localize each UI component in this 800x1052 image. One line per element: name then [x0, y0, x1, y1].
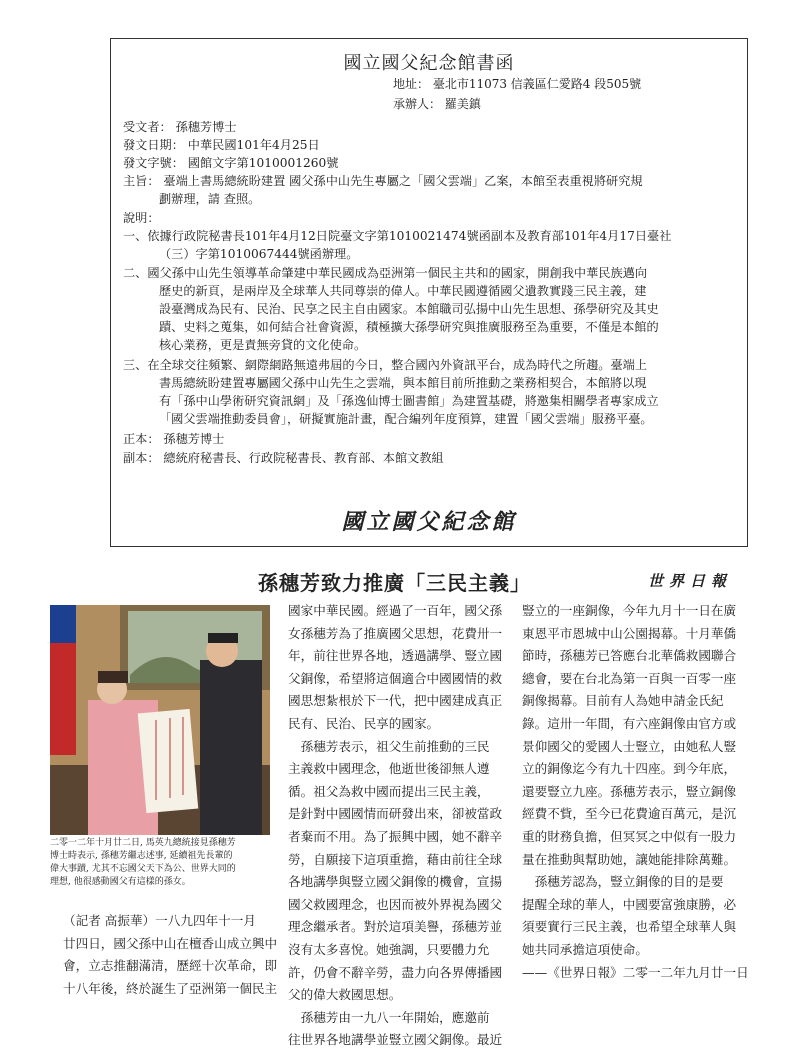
body-line: 錄。這卅一年間，有六座銅像由官方或: [522, 715, 737, 731]
letter-subject-line: 主旨： 臺端上書馬總統盼建置 國父孫中山先生專屬之「國父雲端」乙案，本館至表重視將研究規: [123, 174, 643, 188]
body-line: 重的財務負擔，但冥冥之中似有一股力: [522, 828, 737, 844]
caption-line: 博士時表示, 孫穗芳繼志述事, 延續祖先長輩的: [50, 851, 233, 861]
body-line: 總會，要在台北為第一百與一百零一座: [522, 670, 737, 686]
body-line: 年，前往世界各地，透過講學、豎立國: [288, 648, 503, 664]
body-line: 經費不貲，至今已花費逾百萬元，是沉: [522, 806, 737, 822]
body-line: 者棄而不用。為了振興中國，她不辭辛: [288, 828, 503, 844]
body-line: 國思想紮根於下一代，把中國建成真正: [288, 693, 503, 709]
body-line: 循。祖父為救中國而提出三民主義，: [288, 783, 490, 799]
body-line: 孫穗芳由一九八一年開始，應邀前: [288, 1009, 490, 1025]
article-column-3: [522, 600, 749, 984]
letter-item-line: 二、國父孫中山先生領導革命肇建中華民國成為亞洲第一個民主共和的國家，開創我中華民族邁向: [123, 266, 648, 280]
letter-item-line: 蹟、史料之蒐集，如何結合社會資源，積極擴大孫學研究與推廣服務至為重要，不僅是本館的: [159, 320, 659, 334]
letter-recipient: 受文者： 孫穗芳博士: [123, 120, 237, 134]
letter-date: 發文日期： 中華民國101年4月25日: [123, 138, 320, 152]
letter-item-line: 書馬總統盼建置專屬國父孫中山先生之雲端，與本館目前所推動之業務相契合，本館將以現: [159, 376, 647, 390]
body-line: 許，仍會不辭辛勞，盡力向各界傳播國: [288, 964, 503, 980]
body-line: 沒有太多喜悅。她強調，只要體力允: [288, 941, 490, 957]
body-line: 主義救中國理念，他逝世後卻無人遵: [288, 761, 490, 777]
body-line: 孫穗芳表示，祖父生前推動的三民: [288, 738, 490, 754]
letter-item-line: 一、依據行政院秘書長101年4月12日院臺文字第1010021474號函副本及教育部101年4月17日臺社: [123, 229, 672, 243]
letter-handler: 承辦人： 羅美鎮: [393, 97, 481, 111]
body-line: 銅像揭幕。目前有人為她申請金氏紀: [522, 693, 724, 709]
body-line: 國家中華民國。經過了一百年，國父孫: [288, 603, 503, 618]
body-line: 須要實行三民主義，也希望全球華人與: [522, 919, 737, 935]
body-line: 是針對中國國情而研發出來，卻被當政: [288, 806, 503, 822]
caption-line: 理想, 他很感動國父有這樣的孫女。: [50, 877, 191, 887]
body-line: 提醒全球的華人，中國要富強康勝，必: [522, 896, 737, 912]
article-column-2: [288, 600, 502, 1052]
letter-item-line: 核心業務，更是責無旁貸的文化使命。: [159, 338, 367, 352]
article-dateline: ——《世界日報》二零一二年九月廿一日: [522, 964, 749, 980]
body-line: 景仰國父的愛國人士豎立，由她私人豎: [522, 738, 737, 754]
letter-item-line: 「國父雲端推動委員會」，研擬實施計畫，配合編列年度預算，建置「國父雲端」服務平臺。: [159, 412, 653, 426]
body-line: 她共同承擔這項使命。: [522, 941, 648, 957]
body-line: 國父救國理念，也因而被外界視為國父: [288, 896, 503, 912]
body-line: 豎立的一座銅像，今年九月十一日在廣: [522, 603, 737, 618]
letter-item-line: 三、在全球交往頻繁、網際網路無遠弗屆的今日，整合國內外資訊平台，成為時代之所趨。臺端上: [123, 358, 648, 372]
letter-item-line: 歷史的新頁，是兩岸及全球華人共同尊崇的偉人。中華民國遵循國父遺教實踐三民主義，建: [159, 284, 647, 298]
photo-caption: [50, 837, 272, 889]
photo-illustration: [50, 605, 270, 835]
body-line: 廿四日，國父孫中山在檀香山成立興中: [63, 935, 278, 951]
article-headline: 孫穗芳致力推廣「三民主義」: [258, 571, 531, 595]
letter-item-line: （三）字第1010067444號函辦理。: [159, 247, 359, 261]
body-line: 女孫穗芳為了推廣國父思想，花費卅一: [288, 625, 503, 641]
letter-title: 國立國父紀念館書函: [343, 53, 515, 74]
body-line: 會，立志推翻滿清，歷經十次革命，即: [63, 958, 278, 974]
body-line: 父的偉大救國思想。: [288, 987, 402, 1003]
body-line: 量在推動與幫助她，讓她能排除萬難。: [522, 851, 737, 867]
letter-main-copy: 正本： 孫穗芳博士: [123, 432, 225, 446]
body-line: 理念繼承者。對於這項美譽，孫穗芳並: [288, 919, 503, 935]
letter-subject-line: 劃辦理，請 查照。: [159, 192, 261, 206]
caption-line: 偉大事蹟, 尤其不忘國父天下為公、世界大同的: [50, 864, 236, 874]
museum-seal: 國立國父紀念館: [341, 509, 517, 535]
body-line: 節時，孫穗芳已答應台北華僑救國聯合: [522, 648, 737, 664]
letter-cc: 副本： 總統府秘書長、行政院秘書長、教育部、本館文教組: [123, 451, 444, 465]
article-column-1: [63, 910, 277, 1000]
official-letter: [110, 38, 748, 547]
body-line: 立的銅像迄今有九十四座。到今年底，: [522, 761, 737, 777]
newspaper-name: 世界日報: [648, 572, 733, 590]
letter-address: 地址： 臺北市11073 信義區仁愛路4 段505號: [393, 77, 642, 91]
body-line: 民有、民治、民享的國家。: [288, 715, 440, 731]
letter-item-line: 有「孫中山學術研究資訊網」及「孫逸仙博士圖書館」為建置基礎，將邀集相關學者專家成立: [159, 394, 659, 408]
caption-line: 二零一二年十月廿二日, 馬英九總統接見孫穗芳: [50, 838, 236, 848]
body-line: 各地講學與豎立國父銅像的機會，宣揚: [288, 874, 503, 890]
body-line: 十八年後，終於誕生了亞洲第一個民主: [63, 980, 278, 996]
letter-item-line: 設臺灣成為民有、民治、民享之民主自由國家。本館職司弘揚中山先生思想、孫學研究及其史: [159, 302, 659, 316]
body-line: 勞，自願接下這項重擔，藉由前往全球: [288, 851, 503, 867]
letter-doc-number: 發文字號： 國館文字第1010001260號: [123, 156, 339, 170]
letter-explain-label: 說明：: [123, 211, 160, 225]
body-line: （記者 高振華）一八九四年十一月: [63, 913, 256, 928]
body-line: 往世界各地講學並豎立國父銅像。最近: [288, 1032, 503, 1048]
article-photo: [50, 605, 270, 835]
body-line: 東恩平市恩城中山公園揭幕。十月華僑: [522, 625, 737, 641]
body-line: 還要豎立九座。孫穗芳表示，豎立銅像: [522, 783, 737, 799]
body-line: 父銅像，希望將這個適合中國國情的救: [288, 670, 503, 686]
body-line: 孫穗芳認為，豎立銅像的目的是要: [522, 874, 724, 890]
